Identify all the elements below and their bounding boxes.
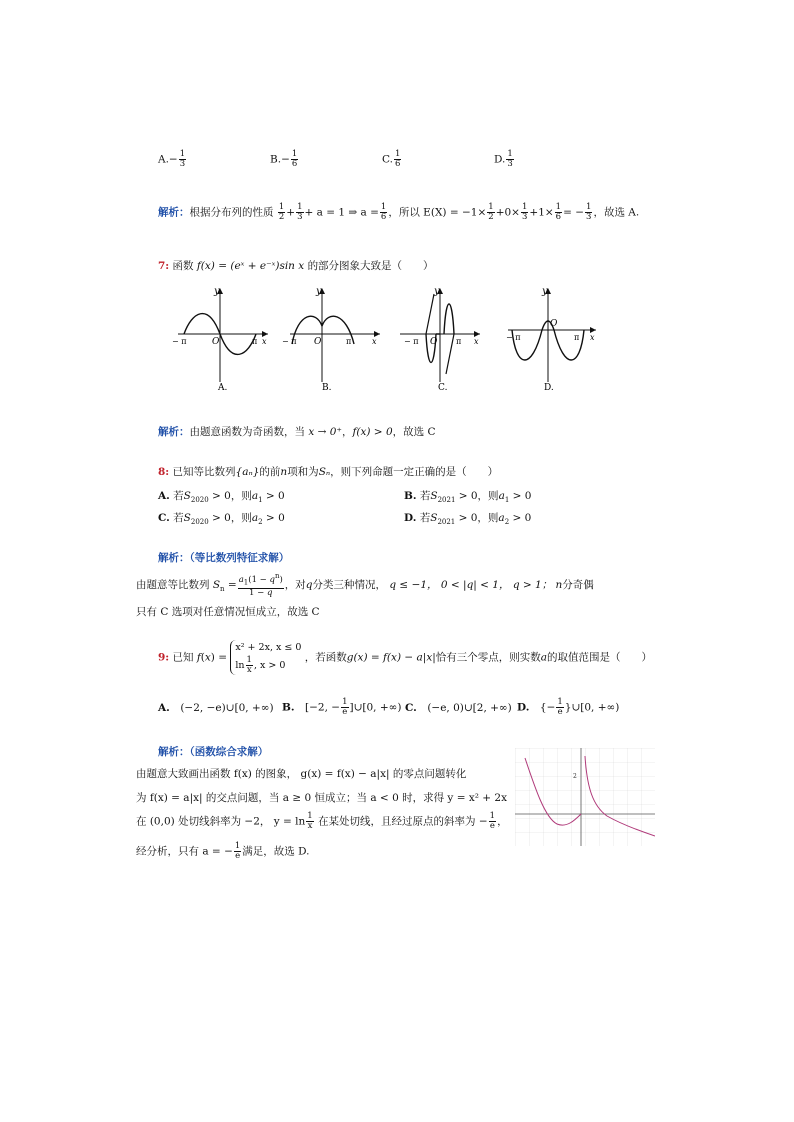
q7-analysis: 解析：由题意函数为奇函数，当 x → 0⁺，f(x) > 0，故选 C [158, 426, 436, 438]
q6-option-b: B.− $\frac{1}{6}$ [270, 149, 298, 169]
q7-graph-c [400, 286, 480, 392]
q9-option-b: B. [−2, − $\frac{1}{e}$ ]∪[0, +∞) [282, 697, 402, 717]
svg-text:π: π [456, 337, 462, 346]
svg-text:x: x [262, 337, 267, 346]
q9-analysis-label: 解析：（函数综合求解） [158, 746, 269, 758]
q9-analysis-line3: 在 (0,0) 处切线斜率为 −2， y = ln $\frac{1}{x}$ 在某处切线，且经过原点的斜率为 − $\frac{1}{e}$ ， [136, 811, 508, 831]
q7-stem: 7: 函数 f(x) = (eˣ + e⁻ˣ)sin x 的部分图象大致是（ ） [158, 260, 434, 272]
svg-text:O: O [212, 337, 220, 347]
q9-analysis-line1: 由题意大致画出函数 f(x) 的图象， g(x) = f(x) − a|x| 的零点问题转化 [136, 768, 467, 780]
svg-text:− π: − π [172, 337, 187, 346]
q6-option-a: A.− $\frac{1}{3}$ [158, 149, 186, 169]
svg-text:C.: C. [438, 383, 448, 392]
svg-text:π: π [574, 333, 580, 342]
q9-analysis-line2: 为 f(x) = a|x| 的交点问题，当 a ≥ 0 恒成立；当 a < 0 时，求得 y = x² + 2x [136, 792, 508, 804]
q8-option-d: D. 若$S_{2021} > 0$，则$a_2 > 0$ [404, 512, 532, 527]
q7-graphs [170, 282, 610, 392]
svg-text:x: x [372, 337, 377, 346]
q8-analysis-line2: 只有 C 选项对任意情况恒成立，故选 C [136, 606, 320, 618]
q9-function-graph [515, 748, 655, 846]
q7-graph-a [172, 286, 268, 392]
svg-text:O: O [550, 319, 558, 329]
q7-graph-d [506, 286, 596, 392]
svg-text:D.: D. [544, 383, 554, 392]
svg-text:− π: − π [404, 337, 419, 346]
q8-option-b: B. 若$S_{2021} > 0$，则$a_1 > 0$ [404, 490, 532, 505]
q9-analysis-line4: 经分析，只有 a = − $\frac{1}{e}$ 满足，故选 D. [136, 841, 310, 861]
analysis-label: 解析： [158, 206, 190, 219]
q9-option-c: C. (−e, 0)∪[2, +∞) [405, 702, 512, 714]
svg-text:π: π [252, 337, 258, 346]
q8-analysis-label: 解析：（等比数列特征求解） [158, 552, 290, 564]
svg-text:x: x [474, 337, 479, 346]
svg-text:π: π [346, 337, 352, 346]
svg-text:− π: − π [506, 333, 521, 342]
q9-option-d: D. {− $\frac{1}{e}$ }∪[0, +∞) [517, 697, 620, 717]
q8-stem: 8: 已知等比数列{aₙ}的前n项和为Sₙ，则下列命题一定正确的是（ ） [158, 466, 499, 478]
svg-text:2: 2 [573, 773, 577, 780]
svg-text:y: y [214, 286, 220, 297]
q6-option-c: C. $\frac{1}{6}$ [382, 149, 401, 169]
q8-option-c: C. 若$S_{2020} > 0$，则$a_2 > 0$ [158, 512, 285, 527]
q6-analysis: 解析：根据分布列的性质 $\frac{1}{2}$ + $\frac{1}{3}$ + a = 1 ⇒ a = $\frac{1}{6}$ ，所以 E(X) = −1× $\frac{1}{2}$ +0× $\frac{1}{3}$ +1× $\frac{1}{6}$ = − $\frac{1}{3}$ ，故选 A. [158, 202, 640, 222]
svg-text:y: y [542, 286, 548, 297]
svg-text:x: x [590, 333, 595, 342]
q8-option-a: A. 若$S_{2020} > 0$，则$a_1 > 0$ [158, 490, 285, 505]
q8-analysis-line1: 由题意等比数列 $S_n$ = $\frac{a_1(1 - q^n)}{1 - q}$ ，对q分类三种情况， q ≤ −1， 0 < |q| < 1， q > 1； n分奇偶 [136, 572, 594, 598]
svg-text:y: y [316, 286, 322, 297]
svg-text:B.: B. [322, 383, 332, 392]
q9-stem: 9: 已知 f(x) = x² + 2x, x ≤ 0 ln $\frac{1}{x}$ , x > 0 ，若函数g(x) = f(x) − a|x|恰有三个零点，则实数a的取值范围是（ ） [158, 642, 653, 675]
svg-text:O: O [314, 337, 322, 347]
q7-graph-b [282, 286, 380, 392]
q9-option-a: A. (−2, −e)∪[0, +∞) [158, 702, 274, 714]
svg-text:A.: A. [218, 383, 228, 392]
svg-text:O: O [430, 337, 438, 347]
svg-text:− π: − π [282, 337, 297, 346]
q6-option-d: D. $\frac{1}{3}$ [494, 149, 513, 169]
svg-text:y: y [434, 286, 440, 297]
